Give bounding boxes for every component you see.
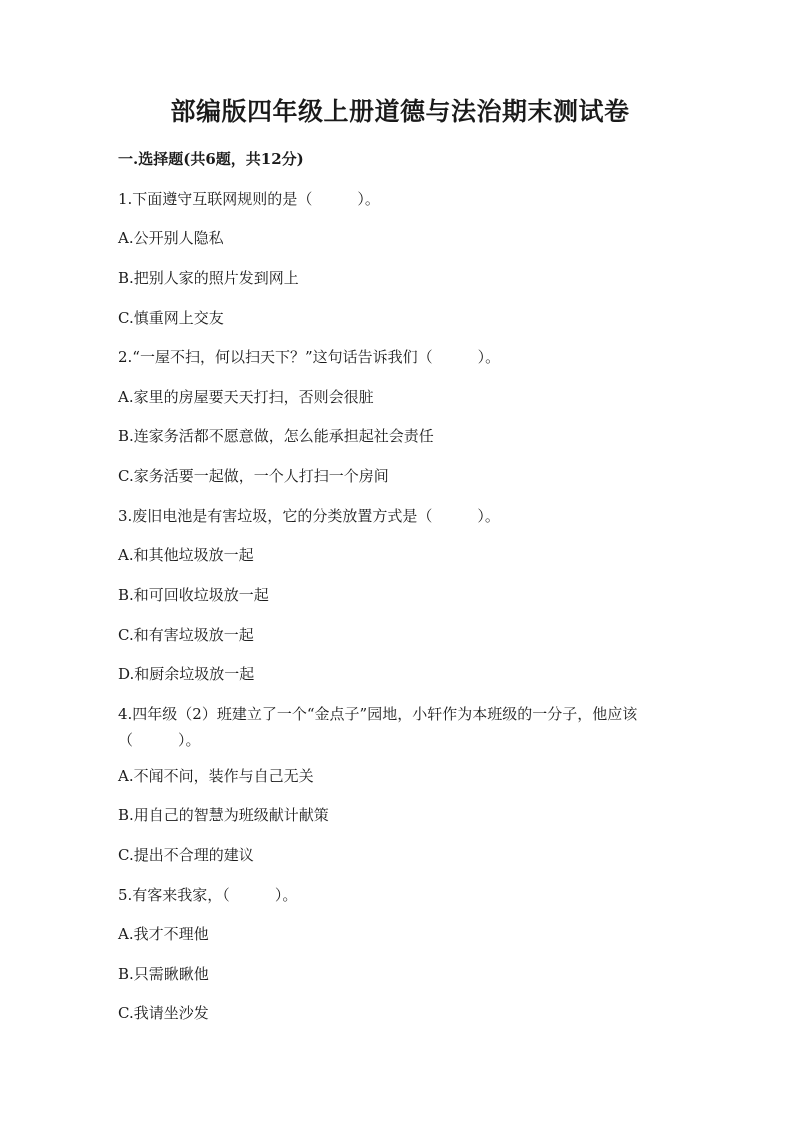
question-3-option-c: C.和有害垃圾放一起 bbox=[118, 626, 254, 644]
question-4-option-b: B.用自己的智慧为班级献计献策 bbox=[118, 806, 329, 824]
question-5-option-c: C.我请坐沙发 bbox=[118, 1004, 209, 1022]
question-2-option-a: A.家里的房屋要天天打扫，否则会很脏 bbox=[118, 388, 374, 406]
page-title: 部编版四年级上册道德与法治期末测试卷 bbox=[170, 97, 630, 126]
question-stem-2: 2.“一屋不扫，何以扫天下？”这句话告诉我们（ ）。 bbox=[118, 348, 501, 366]
question-2-option-b: B.连家务活都不愿意做，怎么能承担起社会责任 bbox=[118, 427, 434, 445]
question-stem-5: 5.有客来我家，（ ）。 bbox=[118, 886, 298, 904]
question-4-option-a: A.不闻不问，装作与自己无关 bbox=[118, 767, 314, 785]
question-3-option-a: A.和其他垃圾放一起 bbox=[118, 546, 254, 564]
question-5-option-b: B.只需瞅瞅他 bbox=[118, 965, 209, 983]
question-stem-3: 3.废旧电池是有害垃圾，它的分类放置方式是（ ）。 bbox=[118, 507, 500, 525]
question-stem-1: 1.下面遵守互联网规则的是（ ）。 bbox=[118, 190, 380, 208]
question-1-option-a: A.公开别人隐私 bbox=[118, 229, 224, 247]
question-2-option-c: C.家务活要一起做，一个人打扫一个房间 bbox=[118, 467, 389, 485]
question-1-option-c: C.慎重网上交友 bbox=[118, 309, 224, 327]
question-3-option-b: B.和可回收垃圾放一起 bbox=[118, 586, 269, 604]
question-3-option-d: D.和厨余垃圾放一起 bbox=[118, 665, 255, 683]
question-stem-4: 4.四年级（2）班建立了一个“金点子”园地，小轩作为本班级的一分子，他应该（ ）。 bbox=[118, 705, 638, 749]
question-5-option-a: A.我才不理他 bbox=[118, 925, 209, 943]
section-heading: 一.选择题(共6题，共12分) bbox=[118, 150, 304, 168]
question-4-option-c: C.提出不合理的建议 bbox=[118, 846, 254, 864]
question-1-option-b: B.把别人家的照片发到网上 bbox=[118, 269, 299, 287]
